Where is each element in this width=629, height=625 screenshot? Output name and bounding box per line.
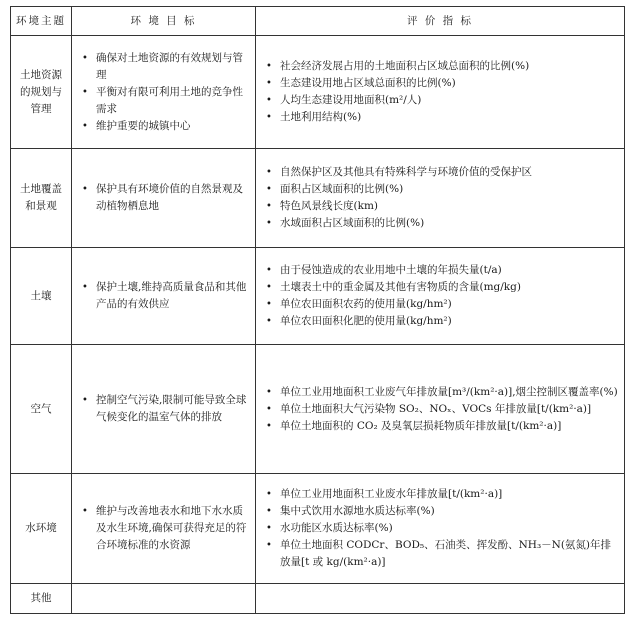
goal-cell bbox=[72, 36, 256, 149]
goal-item: • 控制空气污染,限制可能导致全球气候变化的温室气体的排放 bbox=[80, 392, 249, 426]
indicator-item: • 单位土地面积大气污染物 SO₂、NOₓ、VOCs 年排放量[t/(km²·a)] bbox=[264, 401, 618, 418]
indicator-item: • 单位工业用地面积工业废水年排放量[t/(km²·a)] bbox=[264, 486, 618, 503]
header-row bbox=[11, 7, 625, 36]
indicator-item: • 单位土地面积的 CO₂ 及臭氧层损耗物质年排放量[t/(km²·a)] bbox=[264, 418, 618, 435]
indicator-item: • 自然保护区及其他具有特殊科学与环境价值的受保护区 bbox=[264, 164, 618, 181]
indicator-item: • 社会经济发展占用的土地面积占区域总面积的比例(%) bbox=[264, 58, 618, 75]
indicator-item: • 单位土地面积 CODCr、BOD₅、石油类、挥发酚、NH₃－N(氨氮)年排放量[t 或 kg/(km²·a)] bbox=[264, 537, 618, 571]
topic-cell: 水环境 bbox=[11, 474, 72, 584]
table-row bbox=[11, 584, 625, 614]
goal-cell bbox=[72, 248, 256, 345]
table-row bbox=[11, 149, 625, 248]
topic-cell: 土地覆盖和景观 bbox=[11, 149, 72, 248]
indicator-cell bbox=[256, 584, 625, 614]
topic-cell: 土壤 bbox=[11, 248, 72, 345]
header-indicator: 评 价 指 标 bbox=[256, 7, 625, 36]
table-row bbox=[11, 474, 625, 584]
indicator-item: • 水域面积占区域面积的比例(%) bbox=[264, 215, 618, 232]
topic-cell: 空气 bbox=[11, 345, 72, 474]
indicator-cell bbox=[256, 474, 625, 584]
indicator-item: • 集中式饮用水源地水质达标率(%) bbox=[264, 503, 618, 520]
goal-cell bbox=[72, 584, 256, 614]
indicator-cell bbox=[256, 36, 625, 149]
goal-item: • 保护土壤,维持高质量食品和其他产品的有效供应 bbox=[80, 279, 249, 313]
indicator-item: • 单位农田面积化肥的使用量(kg/hm²) bbox=[264, 313, 618, 330]
topic-cell: 土地资源的规划与管理 bbox=[11, 36, 72, 149]
header-goal: 环 境 目 标 bbox=[72, 7, 256, 36]
indicator-item: • 人均生态建设用地面积(m²/人) bbox=[264, 92, 618, 109]
indicator-item: • 由于侵蚀造成的农业用地中土壤的年损失量(t/a) bbox=[264, 262, 618, 279]
goal-item: • 保护具有环境价值的自然景观及动植物栖息地 bbox=[80, 181, 249, 215]
goal-item: • 维护与改善地表水和地下水水质及水生环境,确保可获得充足的符合环境标准的水资源 bbox=[80, 503, 249, 554]
indicator-item: • 生态建设用地占区域总面积的比例(%) bbox=[264, 75, 618, 92]
goal-cell bbox=[72, 149, 256, 248]
indicator-cell bbox=[256, 248, 625, 345]
indicator-item: • 水功能区水质达标率(%) bbox=[264, 520, 618, 537]
goal-item: • 确保对土地资源的有效规划与管理 bbox=[80, 50, 249, 84]
goal-cell bbox=[72, 474, 256, 584]
goal-item: • 维护重要的城镇中心 bbox=[80, 118, 249, 135]
goal-item: • 平衡对有限可利用土地的竞争性需求 bbox=[80, 84, 249, 118]
header-topic: 环境主题 bbox=[11, 7, 72, 36]
topic-cell: 其他 bbox=[11, 584, 72, 614]
indicator-item: • 面积占区域面积的比例(%) bbox=[264, 181, 618, 198]
indicator-cell bbox=[256, 149, 625, 248]
indicator-item: • 单位农田面积农药的使用量(kg/hm²) bbox=[264, 296, 618, 313]
table-row bbox=[11, 248, 625, 345]
table-row bbox=[11, 36, 625, 149]
table-row bbox=[11, 345, 625, 474]
indicator-item: • 土地利用结构(%) bbox=[264, 109, 618, 126]
evaluation-table bbox=[10, 6, 625, 614]
indicator-item: • 特色风景线长度(km) bbox=[264, 198, 618, 215]
indicator-cell bbox=[256, 345, 625, 474]
indicator-item: • 单位工业用地面积工业废气年排放量[m³/(km²·a)],烟尘控制区覆盖率(%) bbox=[264, 384, 618, 401]
indicator-item: • 土壤表土中的重金属及其他有害物质的含量(mg/kg) bbox=[264, 279, 618, 296]
goal-cell bbox=[72, 345, 256, 474]
